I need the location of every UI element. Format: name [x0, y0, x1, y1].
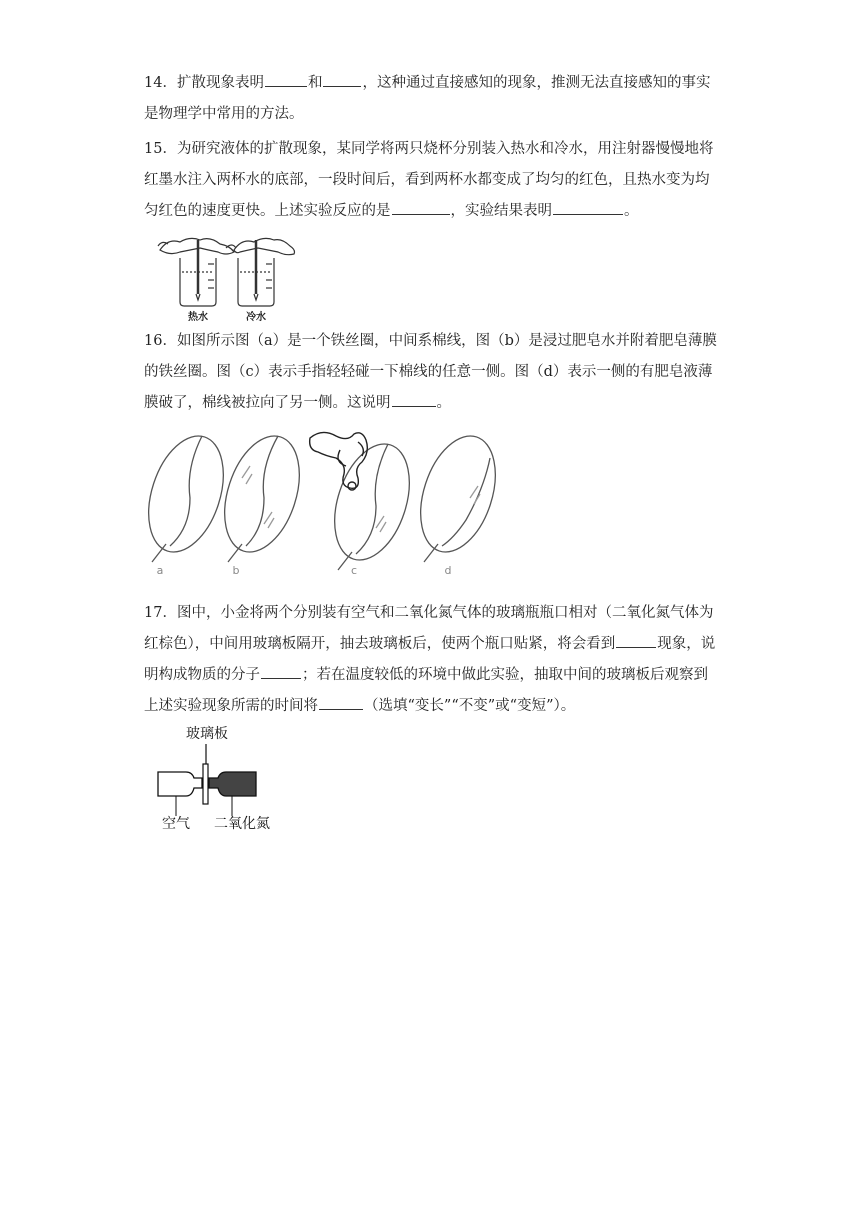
glass-plate-label: 玻璃板	[186, 726, 228, 742]
answer-blank[interactable]	[392, 392, 436, 407]
question-text: （选填“变长”“不变”或“变短”）。	[364, 698, 576, 714]
answer-blank[interactable]	[323, 72, 361, 87]
question-text: ，这种通过直接感知的现象，推测无法直接感知的事实是物理学中常用的方法。	[144, 75, 711, 122]
air-label: 空气	[162, 816, 190, 832]
question-15	[144, 134, 720, 227]
loop-a	[140, 428, 237, 562]
question-16	[144, 326, 720, 419]
question-text: 扩散现象表明	[176, 75, 264, 91]
answer-blank[interactable]	[392, 200, 450, 215]
loop-c	[321, 434, 423, 570]
question-text: ；若在温度较低的环境中做此实验，抽取中间的玻璃板后观察到上述实验现象所需的时间将	[144, 667, 708, 714]
question-number: 15．	[144, 141, 177, 157]
hot-water-label: 热水	[188, 312, 208, 323]
no2-label: 二氧化氮	[214, 816, 270, 832]
air-bottle	[158, 772, 202, 816]
question-number: 14．	[144, 75, 177, 91]
answer-blank[interactable]	[616, 633, 656, 648]
question-text: 。	[624, 203, 639, 219]
question-text: 现象，说明构成物质的分子	[144, 636, 716, 683]
loop-c-label: c	[350, 564, 358, 577]
question-14	[144, 68, 720, 130]
bottles-figure	[150, 720, 290, 832]
question-text: 和	[307, 75, 323, 91]
glass-plate	[203, 764, 208, 804]
question-text: 为研究液体的扩散现象，某同学将两只烧杯分别装入热水和冷水，用注射器慢慢地将红墨水注入两杯水的底部，一段时间后，看到两杯水都变成了均匀的红色，且热水变为均匀红色的速度更快。上述实验反应的是	[144, 141, 714, 219]
cold-water-label: 冷水	[246, 312, 266, 323]
answer-blank[interactable]	[553, 200, 623, 215]
question-number: 17．	[144, 605, 177, 621]
loop-d-label: d	[444, 564, 452, 577]
question-text: 。	[436, 395, 451, 411]
finger-icon	[310, 432, 368, 490]
question-text: 如图所示图（a）是一个铁丝圈，中间系棉线，图（b）是浸过肥皂水并附着肥皂薄膜的铁丝圈。图（c）表示手指轻轻碰一下棉线的任意一侧。图（d）表示一侧的有肥皂液薄膜破了，棉线被拉向了另一侧。这说明	[144, 333, 717, 411]
question-17	[144, 598, 720, 722]
loop-b	[211, 428, 313, 562]
loop-d	[407, 428, 509, 562]
no2-bottle	[209, 772, 256, 816]
answer-blank[interactable]	[261, 664, 301, 679]
wire-loops-figure	[140, 428, 510, 580]
cold-water-beaker	[234, 238, 295, 306]
question-number: 16．	[144, 333, 177, 349]
loop-a-label: a	[156, 564, 164, 577]
answer-blank[interactable]	[265, 72, 307, 87]
loop-b-label: b	[232, 564, 240, 577]
question-text: 图中，小金将两个分别装有空气和二氧化氮气体的玻璃瓶瓶口相对（二氧化氮气体为红棕色），中间用玻璃板隔开，抽去玻璃板后，使两个瓶口贴紧，将会看到	[144, 605, 714, 652]
answer-blank[interactable]	[319, 695, 363, 710]
hot-water-beaker	[158, 238, 236, 306]
question-text: ，实验结果表明	[450, 203, 552, 219]
beakers-figure	[150, 232, 300, 324]
